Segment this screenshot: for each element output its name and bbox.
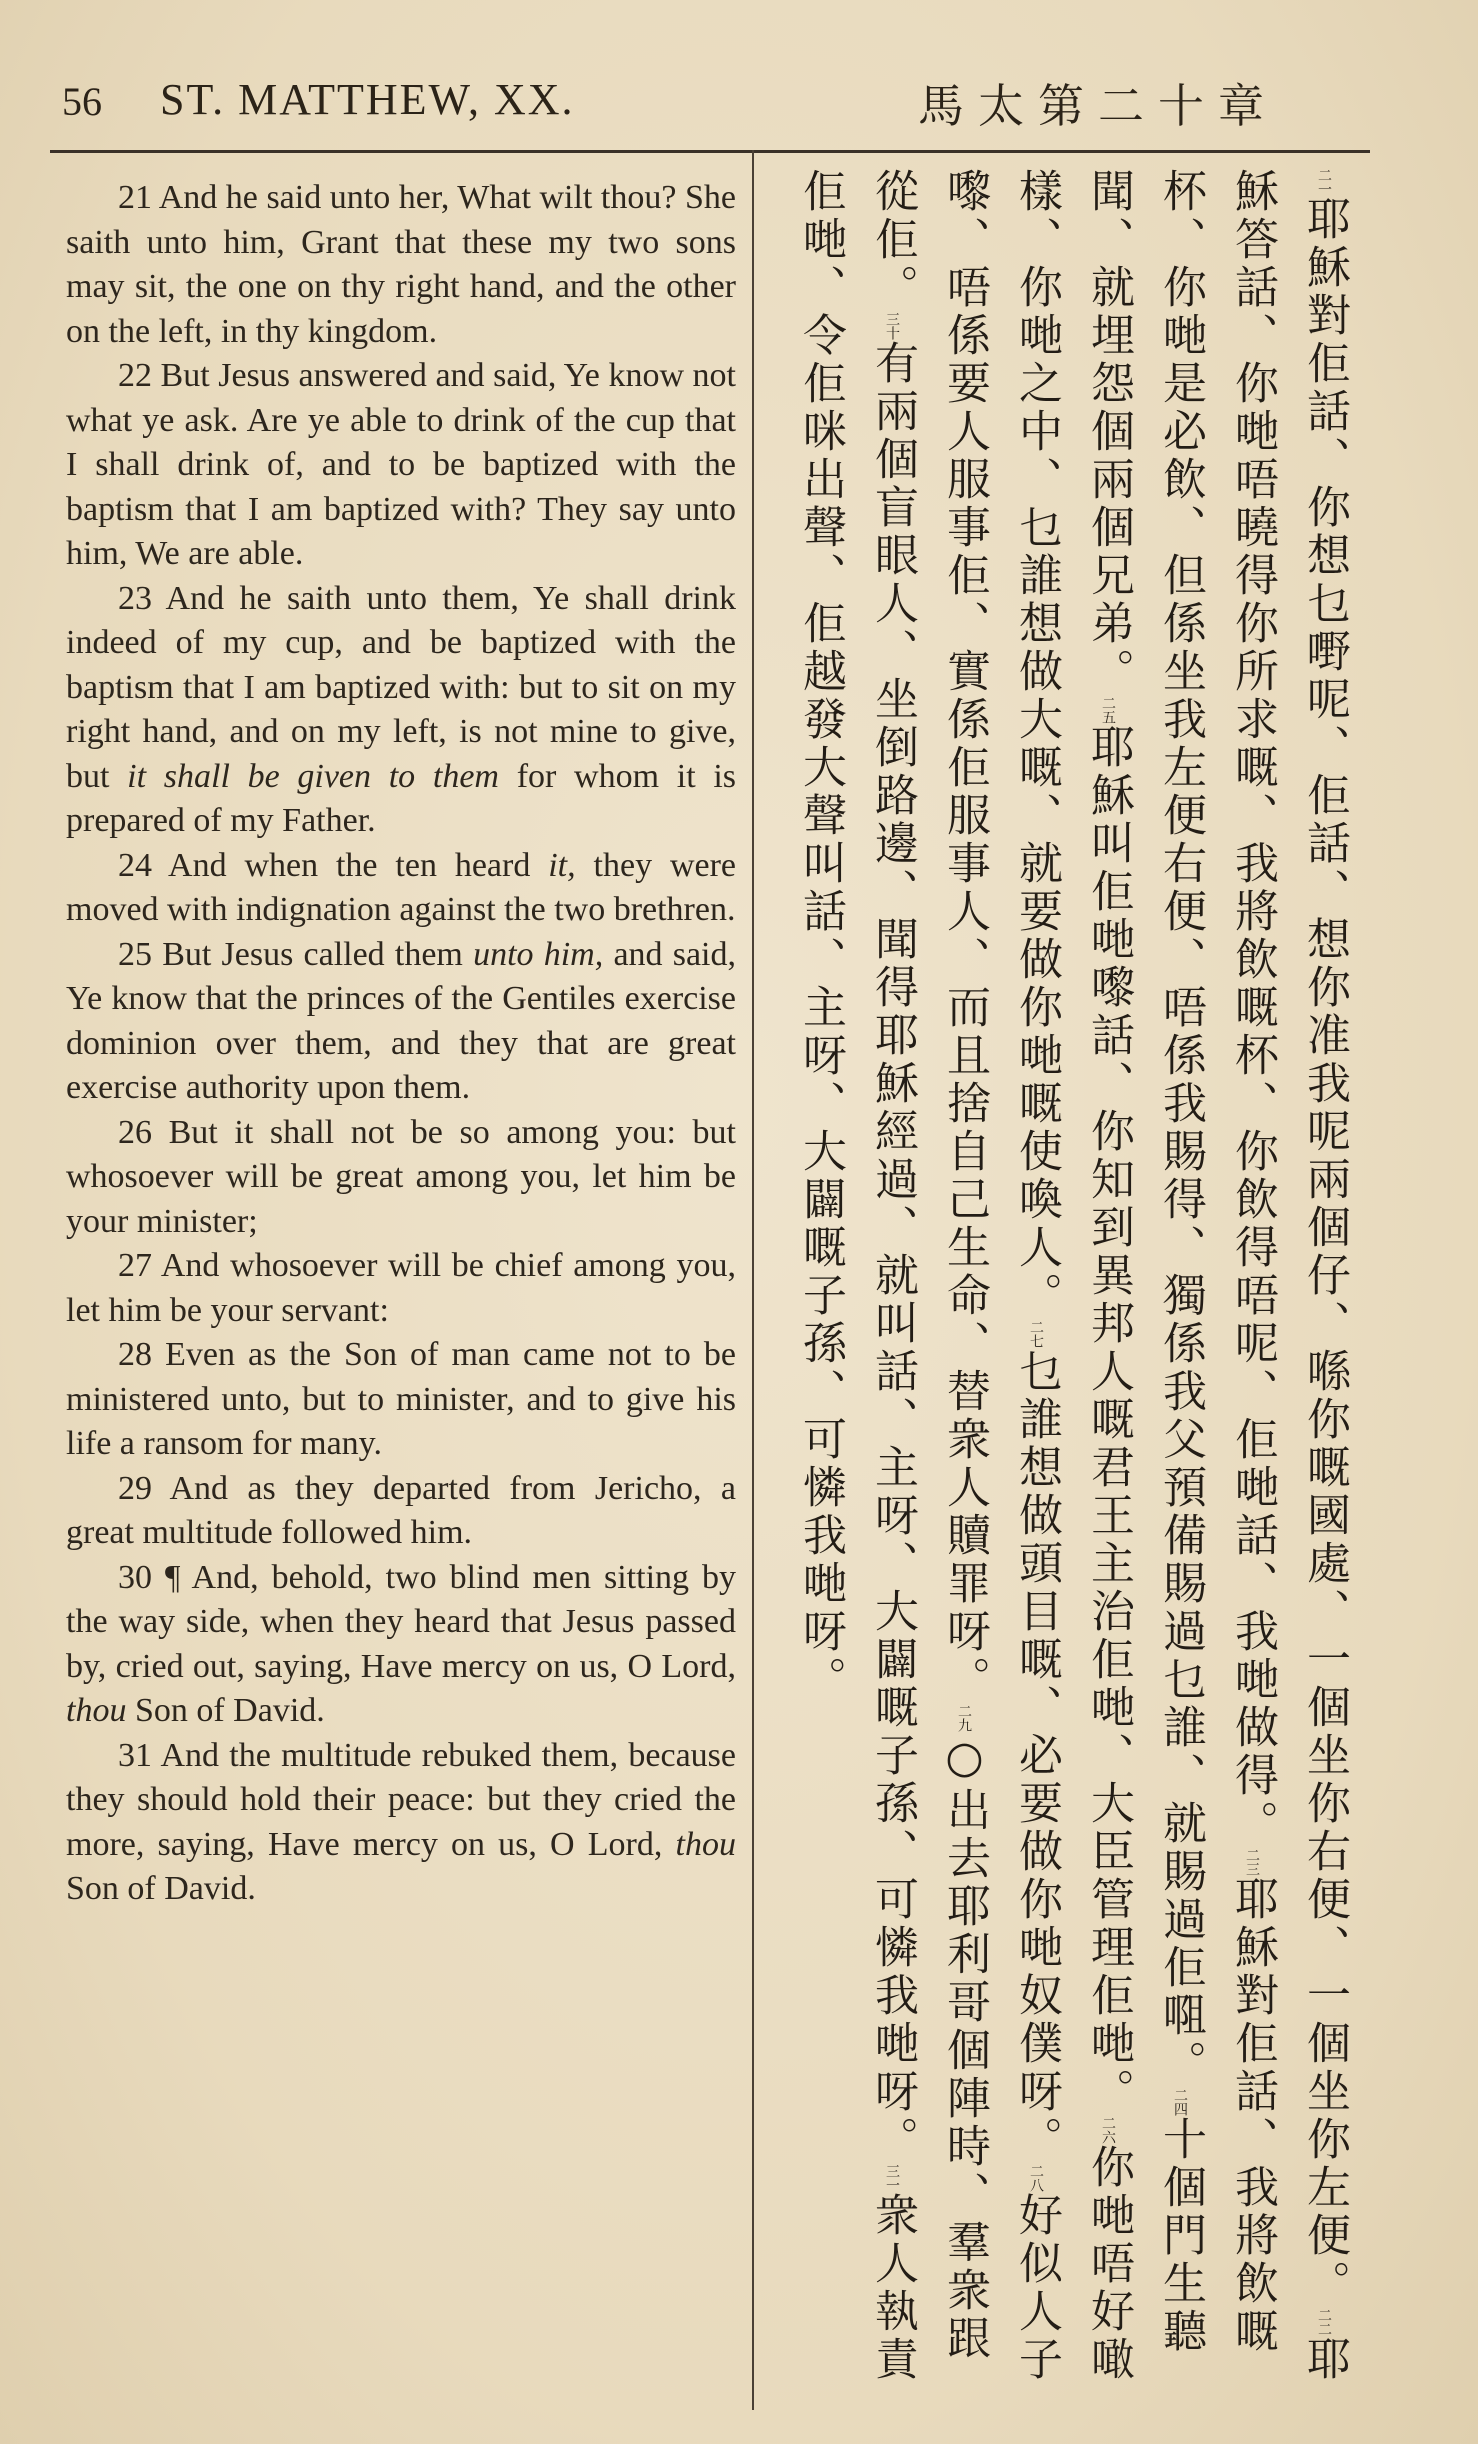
verse-text: But Jesus called them	[162, 935, 463, 973]
verse-text: 好似人子嚟、唔係要人服事佢、實係佢服事人、而且捨自己生命、替衆人贖罪呀。	[939, 168, 1062, 2384]
page-header	[0, 0, 1478, 150]
verse-italic: it shall be given to them	[127, 757, 499, 795]
verse-text: Son of David.	[66, 1870, 256, 1907]
verse-number: 25	[118, 935, 152, 973]
chinese-running-title: 馬太第二十章	[918, 79, 1278, 133]
english-verse	[66, 176, 736, 354]
verse-text: 有兩個盲眼人、坐倒路邊、聞得耶穌經過、就叫話、主呀、大闢嘅子孫、可憐我哋呀。	[867, 340, 918, 2164]
verse-text: ○出去耶利哥個陣時、羣衆跟從佢。	[867, 168, 990, 2363]
verse-text: Son of David.	[134, 1692, 325, 1729]
verse-number: 30	[118, 1558, 152, 1596]
header-rule	[50, 150, 1370, 153]
verse-text: 耶穌對佢話、你想乜嘢呢、佢話、想你准我呢兩個仔、喺你嘅國處、一個坐你右便、一個坐你左便。	[1299, 196, 1350, 2308]
verse-number: 28	[118, 1336, 152, 1373]
verse-text: ¶ And, behold, two blind men sitting by the way side, when they heard that Jesus passed by, cried out, saying, Have mercy on us, O Lord,	[66, 1558, 736, 1685]
verse-text: And whosoever will be chief among you, let him be your servant:	[66, 1247, 736, 1329]
english-verse	[66, 1111, 736, 1245]
verse-text: 衆人執責佢哋、令佢咪出聲、佢越發大聲叫話、主呀、大闢嘅子孫、可憐我哋呀。	[795, 168, 918, 2384]
verse-number: 二八	[1028, 2164, 1044, 2192]
verse-italic: it,	[548, 846, 576, 884]
english-column	[66, 176, 736, 1912]
page-number: 56	[62, 79, 102, 124]
english-verse	[66, 577, 736, 844]
english-verse	[66, 1556, 736, 1734]
english-verse	[66, 933, 736, 1111]
verse-text: and said, Ye know that the princes of the Gentiles exercise dominion over them, and they that are great exercise authority upon them.	[66, 935, 736, 1106]
verse-number: 三一	[884, 2164, 900, 2192]
verse-number: 二六	[1100, 2116, 1116, 2144]
verse-text: And he said unto her, What wilt thou? She saith unto him, Grant that these my two sons may sit, the one on thy right hand, and the other on the left, in thy kingdom.	[66, 179, 737, 350]
verse-text: But Jesus answered and said, Ye know not what ye ask. Are ye able to drink of the cup that I shall drink of, and to be baptized with the baptism that I am baptized with? They say unto him, We are able.	[66, 357, 736, 572]
verse-number: 23	[118, 579, 152, 617]
english-verse	[66, 1734, 736, 1912]
verse-text: 耶穌答話、你哋唔曉得你所求嘅、我將飲嘅杯、你飲得唔呢、佢哋話、我哋做得。	[1227, 168, 1350, 2384]
verse-text: 乜誰想做頭目嘅、必要做你哋奴僕呀。	[1011, 1348, 1062, 2164]
chinese-verses	[784, 168, 1360, 2408]
verse-text: And he saith unto them, Ye shall drink indeed of my cup, and be baptized with the baptism that I am baptized with: but to sit on my right hand, and on my left, is not mine to give, but	[66, 579, 736, 795]
verse-number: 22	[118, 357, 152, 394]
verse-italic: unto him,	[473, 935, 604, 973]
verse-number: 三十	[884, 312, 900, 340]
verse-text: And as they departed from Jericho, a great multitude followed him.	[66, 1469, 737, 1551]
verse-text: And when the ten heard	[168, 846, 531, 884]
verse-text: But it shall not be so among you: but whosoever will be great among you, let him be your minister;	[66, 1113, 736, 1240]
verse-italic: thou	[66, 1692, 127, 1729]
verse-number: 二七	[1028, 1320, 1044, 1348]
verse-text: 十個門生聽聞、就埋怨個兩個兄弟。	[1083, 168, 1206, 2356]
running-title: ST. MATTHEW, XX.	[160, 75, 575, 124]
verse-number: 29	[118, 1469, 152, 1507]
verse-number: 27	[118, 1247, 152, 1284]
verse-number: 31	[118, 1736, 152, 1774]
verse-text: 耶穌對佢話、我將飲嘅杯、你哋是必飲、但係坐我左便右便、唔係我賜得、獨係我父預備賜過乜誰、就賜過佢唨。	[1155, 168, 1278, 2356]
verse-number: 二三	[1244, 1848, 1260, 1876]
verse-text: for whom it is prepared of my Father.	[66, 757, 737, 839]
verse-number: 二四	[1172, 2088, 1188, 2116]
verse-text: And the multitude rebuked them, because they should hold their peace: but they cried the more, saying, Have mercy on us, O Lord,	[66, 1736, 736, 1863]
english-verse	[66, 354, 736, 577]
verse-text: they were moved with indignation against the two brethren.	[66, 846, 737, 928]
verse-number: 24	[118, 846, 152, 884]
english-verse	[66, 1333, 736, 1467]
verse-number: 二一	[1316, 168, 1332, 196]
verse-number: 二五	[1100, 696, 1116, 724]
chinese-column	[770, 168, 1360, 2408]
column-divider	[752, 150, 754, 2410]
english-verse	[66, 1467, 736, 1556]
verse-number: 二九	[956, 1704, 972, 1732]
verse-text: 耶穌叫佢哋嚟話、你知到異邦人嘅君王主治佢哋、大臣管理佢哋。	[1083, 724, 1134, 2116]
verse-number: 21	[118, 179, 152, 216]
english-verse	[66, 1244, 736, 1333]
english-verse	[66, 844, 736, 933]
verse-number: 二二	[1316, 2308, 1332, 2336]
verse-italic: thou	[675, 1825, 736, 1863]
verse-text: 你哋唔好噉樣、你哋之中、乜誰想做大嘅、就要做你哋嘅使喚人。	[1011, 168, 1134, 2384]
verse-text: Even as the Son of man came not to be ministered unto, but to minister, and to give his life a ransom for many.	[66, 1336, 737, 1462]
verse-number: 26	[118, 1113, 152, 1151]
